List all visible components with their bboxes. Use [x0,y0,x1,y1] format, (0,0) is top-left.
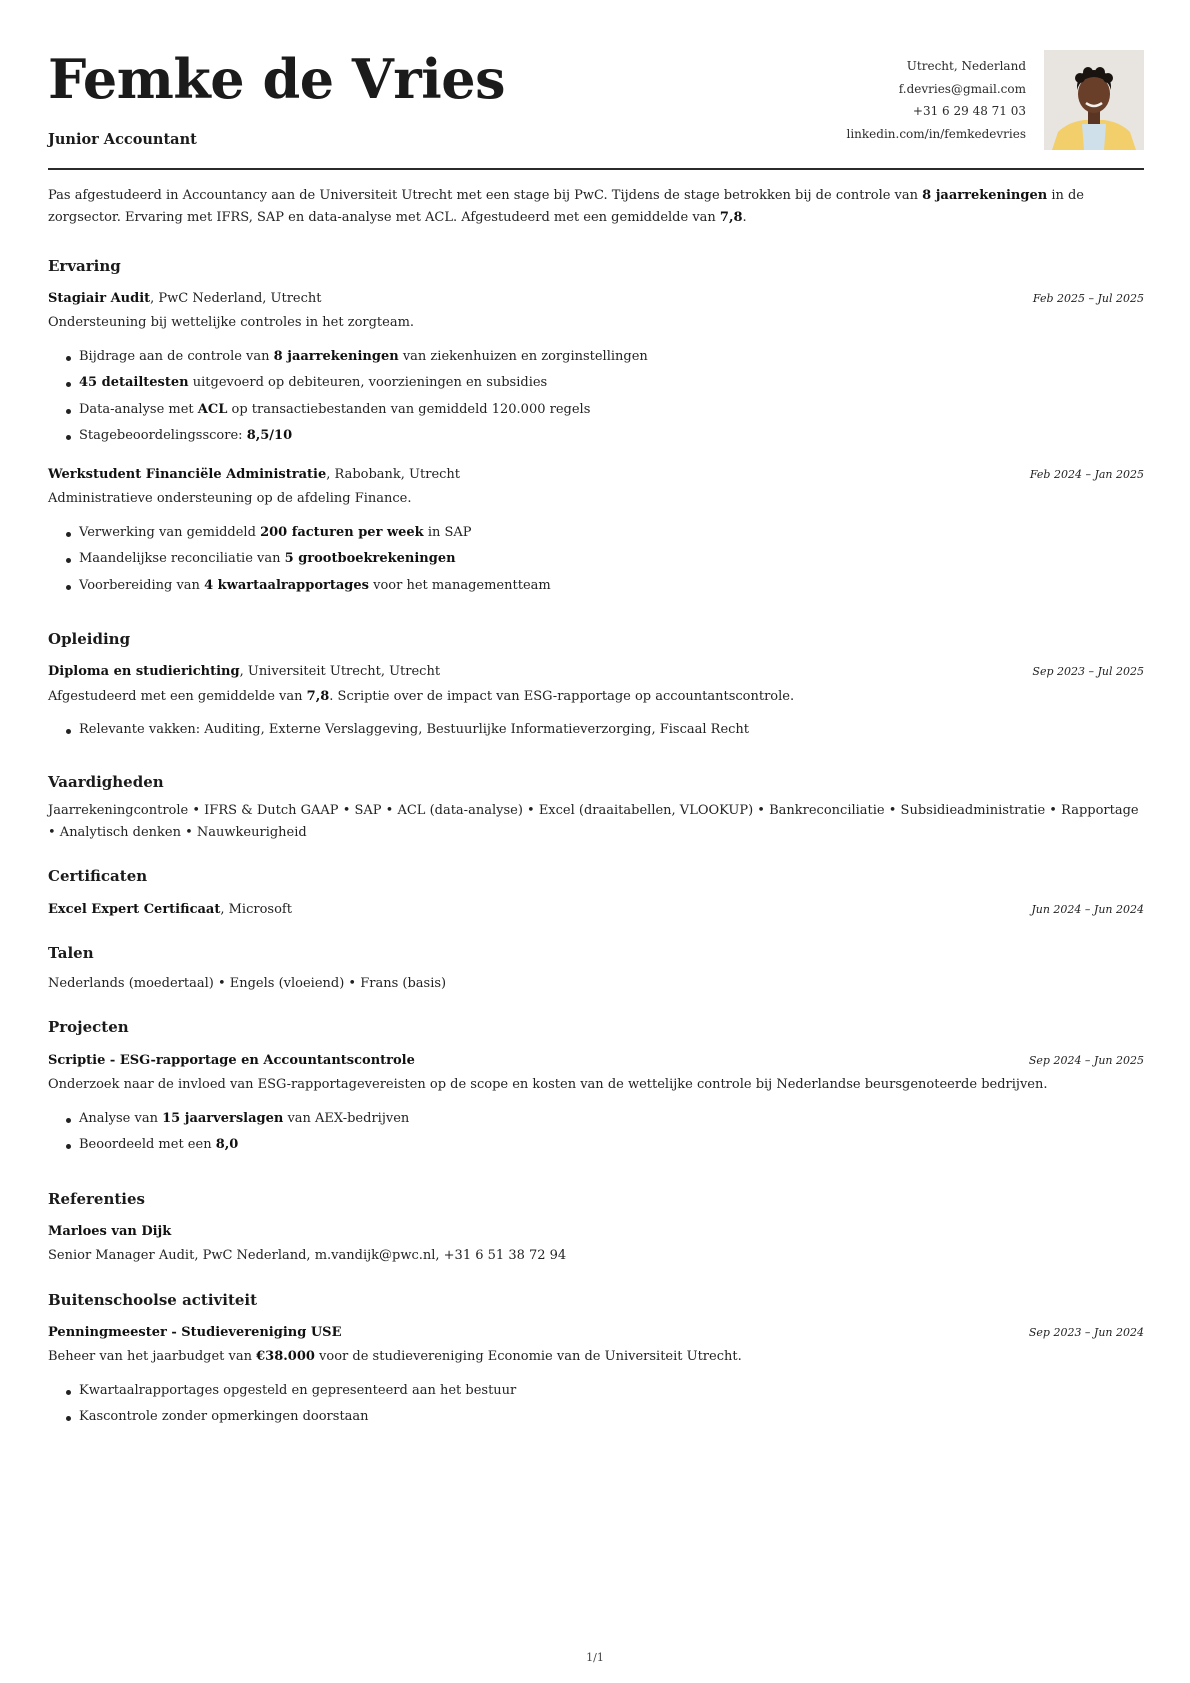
extracurricular-bullets [48,1380,1144,1433]
list-item: Verwerking van gemiddeld 200 facturen per week in SAP [48,522,1144,548]
profile-summary [48,185,1144,229]
list-item: Kwartaalrapportages opgesteld en gepresenteerd aan het bestuur [48,1380,1144,1406]
summary-highlight: 8 jaarrekeningen [922,188,1048,203]
list-item: 45 detailtesten uitgevoerd op debiteuren, voorzieningen en subsidies [48,372,1144,398]
project-title: Scriptie - ESG-rapportage en Accountantscontrole [48,1053,415,1068]
summary-text: . [742,210,747,225]
contact-linkedin[interactable]: linkedin.com/in/femkedevries [846,126,1026,141]
page-indicator: 1/1 [586,1651,604,1664]
certificate-entry [48,902,292,917]
experience-description: Administratieve ondersteuning op de afdeling Finance. [48,491,412,506]
list-item: Bijdrage aan de controle van 8 jaarrekeningen van ziekenhuizen en zorginstellingen [48,346,1144,372]
languages-list: Nederlands (moedertaal) • Engels (vloeiend) • Frans (basis) [48,976,447,991]
certificate-issuer: , Microsoft [220,902,292,917]
extracurricular-description: Beheer van het jaarbudget van €38.000 voor de studievereniging Economie van de Universiteit Utrecht. [48,1349,742,1364]
extracurricular-title: Penningmeester - Studievereniging USE [48,1325,342,1340]
certificate-dates: Jun 2024 – Jun 2024 [1031,903,1144,916]
education-dates: Sep 2023 – Jul 2025 [1032,665,1144,678]
certificate-name: Excel Expert Certificaat [48,902,221,917]
section-heading-references: Referenties [48,1190,145,1208]
project-bullets [48,1108,1144,1161]
list-item: Data-analyse met ACL op transactiebestanden van gemiddeld 120.000 regels [48,399,1144,425]
project-description: Onderzoek naar de invloed van ESG-rapportagevereisten op de scope en kosten van de wettelijke controle bij Nederlandse beursgenoteerde bedrijven. [48,1077,1048,1092]
list-item: Analyse van 15 jaarverslagen van AEX-bedrijven [48,1108,1144,1134]
list-item: Voorbereiding van 4 kwartaalrapportages voor het managementteam [48,575,1144,601]
summary-highlight: 7,8 [719,210,743,225]
profile-photo [1044,50,1144,150]
reference-details: Senior Manager Audit, PwC Nederland, m.vandijk@pwc.nl, +31 6 51 38 72 94 [48,1248,567,1263]
contact-block [846,55,1026,145]
project-dates: Sep 2024 – Jun 2025 [1028,1054,1144,1067]
extracurricular-dates: Sep 2023 – Jun 2024 [1028,1326,1144,1339]
experience-entry-header [48,291,322,306]
section-heading-certificates: Certificaten [48,867,148,885]
experience-org: , PwC Nederland, Utrecht [150,291,322,306]
education-org: , Universiteit Utrecht, Utrecht [239,664,441,679]
section-heading-languages: Talen [48,944,94,962]
list-item: Stagebeoordelingsscore: 8,5/10 [48,425,1144,451]
section-heading-skills: Vaardigheden [48,773,164,791]
education-degree: Diploma en studierichting [48,664,240,679]
portrait-image-icon [1044,50,1144,150]
experience-bullets [48,522,1144,601]
experience-role: Stagiair Audit [48,291,151,306]
education-description: Afgestudeerd met een gemiddelde van 7,8. Scriptie over de impact van ESG-rapportage op accountantscontrole. [48,689,795,704]
list-item: Beoordeeld met een 8,0 [48,1134,1144,1160]
section-heading-projects: Projecten [48,1018,129,1036]
experience-dates: Feb 2025 – Jul 2025 [1032,292,1144,305]
contact-phone[interactable]: +31 6 29 48 71 03 [912,104,1026,118]
experience-role: Werkstudent Financiële Administratie [48,467,327,482]
reference-name: Marloes van Dijk [48,1224,172,1239]
education-entry-header [48,664,440,679]
experience-description: Ondersteuning bij wettelijke controles in het zorgteam. [48,315,415,330]
summary-text: Pas afgestudeerd in Accountancy aan de Universiteit Utrecht met een stage bij PwC. Tijdens de stage betrokken bij de controle van [48,188,923,203]
list-item: Relevante vakken: Auditing, Externe Verslaggeving, Bestuurlijke Informatieverzorging, Fiscaal Recht [48,719,1144,745]
section-heading-experience: Ervaring [48,257,121,275]
job-title: Junior Accountant [48,131,197,148]
list-item: Kascontrole zonder opmerkingen doorstaan [48,1406,1144,1432]
experience-dates: Feb 2024 – Jan 2025 [1029,468,1144,481]
contact-location: Utrecht, Nederland [906,59,1026,73]
education-bullets [48,719,1144,745]
skills-list: Jaarrekeningcontrole • IFRS & Dutch GAAP • SAP • ACL (data-analyse) • Excel (draaitabellen, VLOOKUP) • Bankreconciliatie • Subsidieadministratie • Rapportage • Analytisch denken • Nauwkeurigheid [48,803,1139,840]
summary-text: in de zorgsector. Ervaring met IFRS, SAP en data-analyse met ACL. Afgestudeerd met een gemiddelde van [48,188,1084,225]
list-item: Maandelijkse reconciliatie van 5 grootboekrekeningen [48,548,1144,574]
experience-bullets [48,346,1144,452]
section-heading-extracurricular: Buitenschoolse activiteit [48,1291,258,1309]
candidate-name: Femke de Vries [48,47,505,111]
section-heading-education: Opleiding [48,630,131,648]
contact-email[interactable]: f.devries@gmail.com [898,81,1026,96]
experience-org: , Rabobank, Utrecht [326,467,461,482]
header-divider [48,168,1144,170]
experience-entry-header [48,467,460,482]
